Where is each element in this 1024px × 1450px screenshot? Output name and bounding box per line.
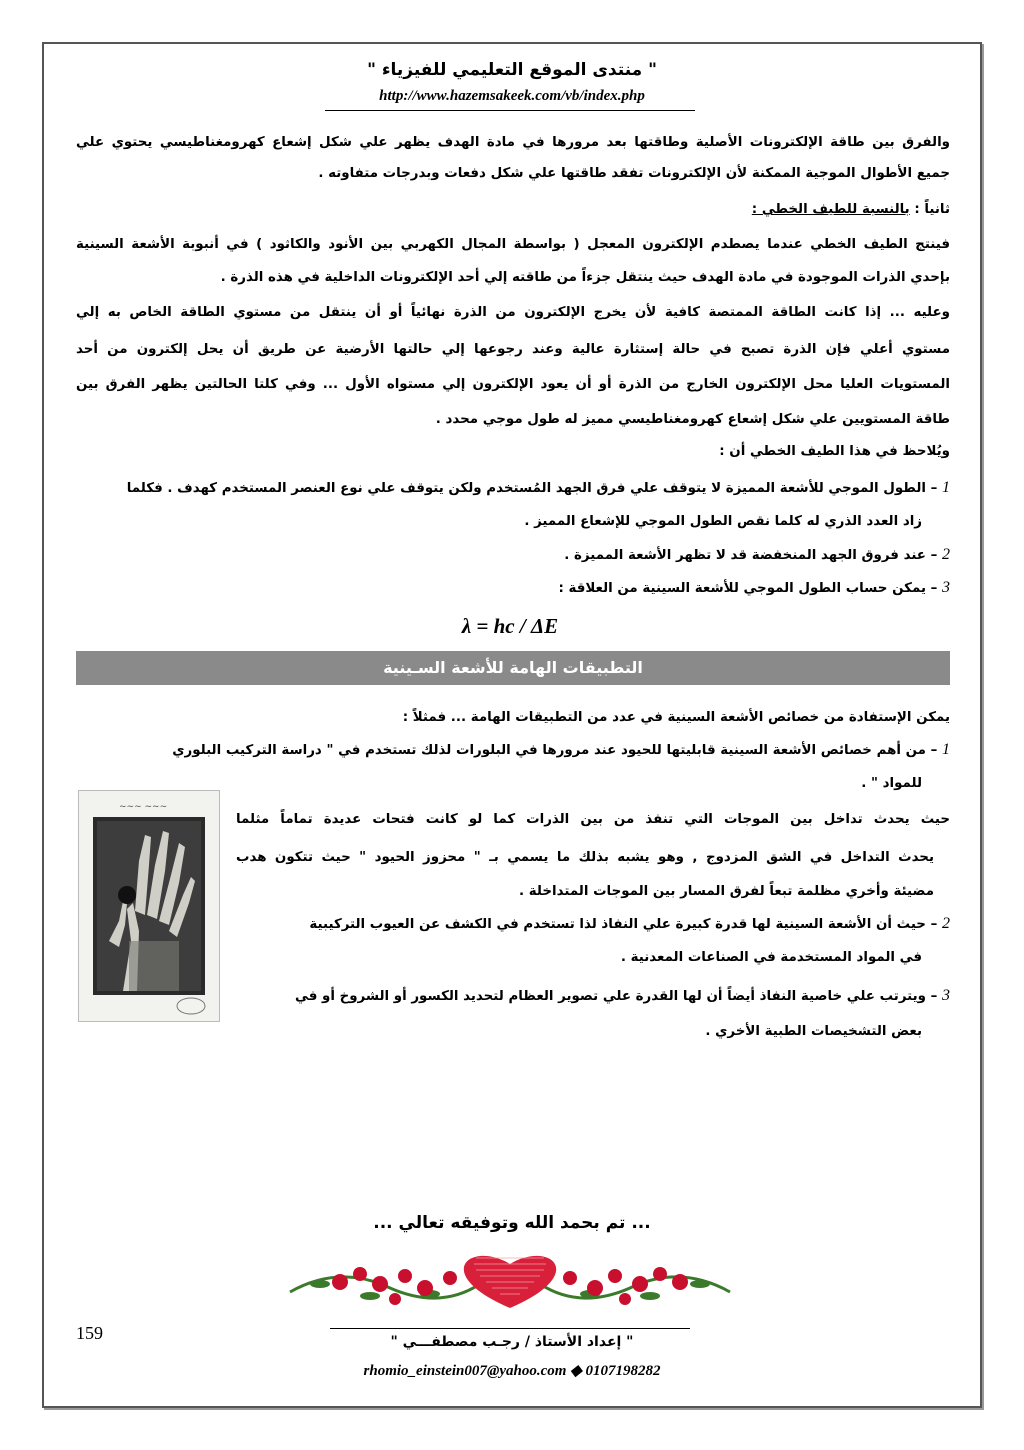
- note-text: – الطول الموجي للأشعة المميزة لا يتوقف علي فرق الجهد المُستخدم ولكن يتوقف علي نوع العنصر المستخدم كهدف . فكلما: [126, 481, 938, 496]
- xray-hand-image: [78, 790, 220, 1022]
- paragraph-line: بإحدي الذرات الموجودة في مادة الهدف حيث ينتقل جزءاً من طاقته إلي أحد الإلكترونات الداخلية في هذه الذرة .: [220, 270, 950, 285]
- application-number: 2: [942, 915, 950, 932]
- header-rule: [325, 110, 695, 111]
- note-item: [558, 578, 950, 599]
- paragraph-line: وعليه ... إذا كانت الطاقة الممتصة كافية لأن يخرج الإلكترون من الذرة نهائياً أو أن ينتقل من مستوي الطاقة الخاص به إلي: [76, 305, 950, 320]
- note-text: زاد العدد الذري له كلما نقص الطول الموجي للإشعاع المميز .: [524, 514, 922, 529]
- note-item: [564, 545, 950, 566]
- application-text: مضيئة وأخري مظلمة تبعاً لفرق المسار بين الموجات المتداخلة .: [519, 884, 934, 899]
- application-number: 1: [942, 741, 950, 758]
- note-text: – يمكن حساب الطول الموجي للأشعة السينية من العلاقة :: [558, 581, 938, 596]
- note-number: 1: [942, 479, 950, 496]
- note-number: 2: [942, 546, 950, 563]
- application-text: – حيث أن الأشعة السينية لها قدرة كبيرة علي النفاذ لذا تستخدم في الكشف عن العيوب التركيبية: [309, 917, 938, 932]
- section-banner: التطبيقات الهامة للأشعة السـينية: [76, 651, 950, 685]
- paragraph-line: طاقة المستويين علي شكل إشعاع كهرومغناطيسي مميز له طول موجي محدد .: [435, 412, 950, 427]
- note-number: 3: [942, 579, 950, 596]
- application-text: – من أهم خصائص الأشعة السينية قابليتها للحيود عند مرورها في البلورات لذلك تستخدم في " دراسة التركيب البلوري: [172, 743, 938, 758]
- paragraph-line: والفرق بين طاقة الإلكترونات الأصلية وطاقتها بعد مرورها في مادة الهدف يظهر علي شكل إشعاع كهرومغناطيسي يحتوي علي: [76, 135, 950, 150]
- paragraph-line: المستويات العليا محل الإلكترون الخارج من الذرة أو أن يعود الإلكترون إلي مستواه الأول ... وفي كلتا الحالتين يظهر الفرق بين: [76, 377, 950, 392]
- application-text: حيث يحدث تداخل بين الموجات التي تنفذ من بين الذرات كما لو كانت فتحات عديدة تماماً مثلما: [236, 812, 950, 827]
- applications-intro: يمكن الإستفادة من خصائص الأشعة السينية في عدد من التطبيقات الهامة ... فمثلاً :: [402, 710, 950, 725]
- closing-text: ... تم بحمد الله وتوفيقه تعالي ...: [373, 1213, 651, 1233]
- paragraph-line: مستوي أعلي فإن الذرة تصبح في حالة إستثارة عالية وعند رجوعها إلي حالتها الأرضية عن طريق أن يحل إلكترون من أحد: [76, 342, 950, 357]
- paragraph-line: جميع الأطوال الموجية الممكنة لأن الإلكترونات تفقد طاقتها علي شكل دفعات وبدرجات متفاوته .: [318, 166, 950, 181]
- paragraph-line: فينتج الطيف الخطي عندما يصطدم الإلكترون المعجل ( بواسطة المجال الكهربي بين الأنود والكاثود ) في أنبوبة الأشعة السينية: [76, 237, 950, 252]
- xray-caption-scribble: ~~~ ~~~: [119, 802, 168, 812]
- application-item: [236, 914, 950, 935]
- section-heading: [752, 200, 950, 220]
- footer-contact[interactable]: rhomio_einstein007@yahoo.com ◆ 0107198282: [363, 1363, 661, 1379]
- header-url[interactable]: http://www.hazemsakeek.com/vb/index.php: [379, 88, 645, 104]
- application-text: – ويترتب علي خاصية النفاذ أيضاً أن لها القدرة علي تصوير العظام لتحديد الكسور أو الشروخ أو في: [295, 989, 938, 1004]
- page-number: 159: [76, 1323, 103, 1343]
- section-prefix: ثانياً :: [914, 202, 950, 217]
- footer-rule: [330, 1328, 690, 1329]
- application-item: [236, 986, 950, 1007]
- application-item: [76, 740, 950, 761]
- wavelength-formula: λ = hc / ΔE: [461, 614, 559, 638]
- application-number: 3: [942, 987, 950, 1004]
- notes-heading: ويُلاحظ في هذا الطيف الخطي أن :: [719, 444, 950, 459]
- application-text: للمواد " .: [861, 776, 922, 791]
- xray-hand-drawing: [79, 791, 219, 1021]
- application-text: يحدث التداخل في الشق المزدوج , وهو يشبه بذلك ما يسمي بـ " محزوز الحيود " حيث تتكون هدب: [236, 850, 934, 865]
- application-text: في المواد المستخدمة في الصناعات المعدنية .: [620, 950, 922, 965]
- header-title: " منتدى الموقع التعليمي للفيزياء ": [367, 60, 657, 80]
- application-text: بعض التشخيصات الطبية الأخري .: [705, 1024, 922, 1039]
- heart-flower-ornament: [280, 1244, 740, 1314]
- note-text: – عند فروق الجهد المنخفضة قد لا تظهر الأشعة المميزة .: [564, 548, 938, 563]
- footer-author: " إعداد الأستاذ / رجـب مصطفـــي ": [390, 1334, 634, 1350]
- section-heading-text: بالنسبة للطيف الخطي :: [751, 202, 910, 217]
- note-item: [76, 478, 950, 499]
